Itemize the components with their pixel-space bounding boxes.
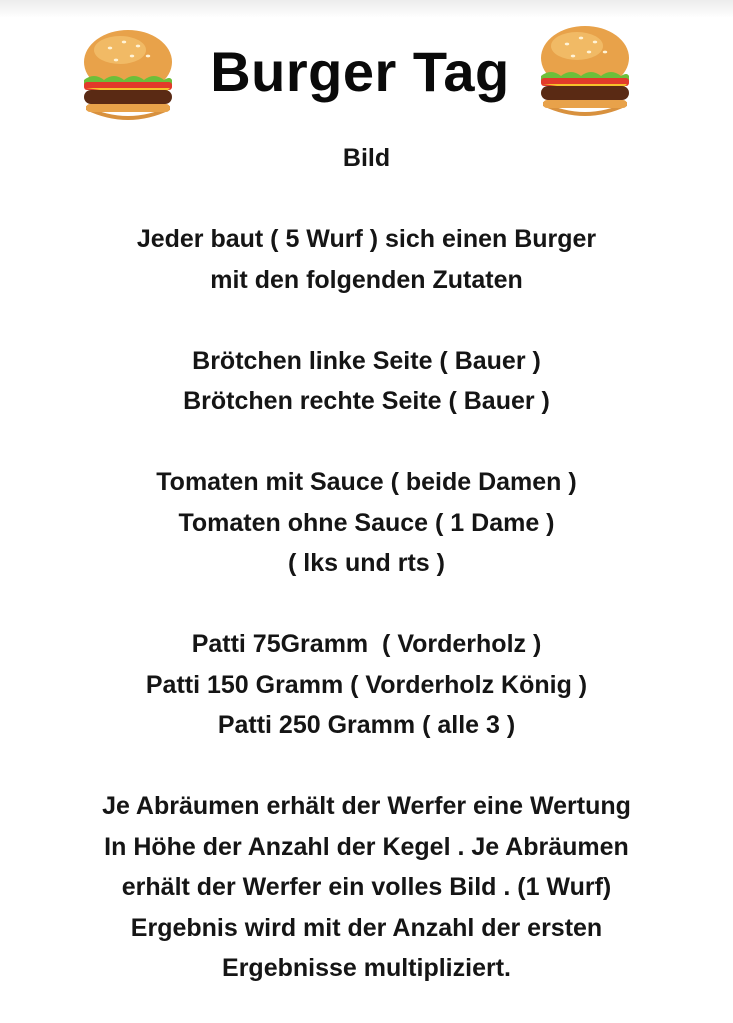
- patti-line: Patti 75Gramm ( Vorderholz ): [191, 630, 542, 658]
- regeln-line: In Höhe der Anzahl der Kegel . Je Abräumen: [104, 832, 629, 861]
- broetchen-line: Brötchen rechte Seite ( Bauer ): [183, 387, 550, 415]
- tomaten-line: Tomaten ohne Sauce ( 1 Dame ): [178, 508, 555, 537]
- hamburger-icon: [80, 26, 176, 126]
- regeln-line: erhält der Werfer ein volles Bild . (1 Wurf): [121, 873, 612, 901]
- regeln-line: Ergebnis wird mit der Anzahl der ersten: [130, 913, 603, 942]
- broetchen-line: Brötchen linke Seite ( Bauer ): [192, 346, 541, 375]
- patti-line: Patti 150 Gramm ( Vorderholz König ): [145, 670, 588, 699]
- spacer: [20, 746, 713, 787]
- tomaten-line: ( lks und rts ): [288, 549, 445, 577]
- intro-line: Jeder baut ( 5 Wurf ) sich einen Burger: [136, 225, 597, 253]
- tomaten-line: Tomaten mit Sauce ( beide Damen ): [156, 468, 577, 496]
- regeln-line: Je Abräumen erhält der Werfer eine Wertung: [102, 792, 631, 820]
- top-shade: [0, 0, 733, 18]
- page-title: Burger Tag: [210, 40, 510, 103]
- regeln-line: Ergebnisse multipliziert.: [222, 954, 511, 982]
- spacer: [20, 300, 713, 341]
- intro-line: mit den folgenden Zutaten: [210, 265, 523, 294]
- rules-text: [20, 138, 713, 989]
- spacer: [20, 422, 713, 463]
- hamburger-icon: [537, 22, 633, 122]
- patti-line: Patti 250 Gramm ( alle 3 ): [217, 711, 516, 739]
- subtitle: Bild: [342, 144, 391, 172]
- spacer: [20, 179, 713, 220]
- header: [0, 18, 733, 128]
- spacer: [20, 584, 713, 625]
